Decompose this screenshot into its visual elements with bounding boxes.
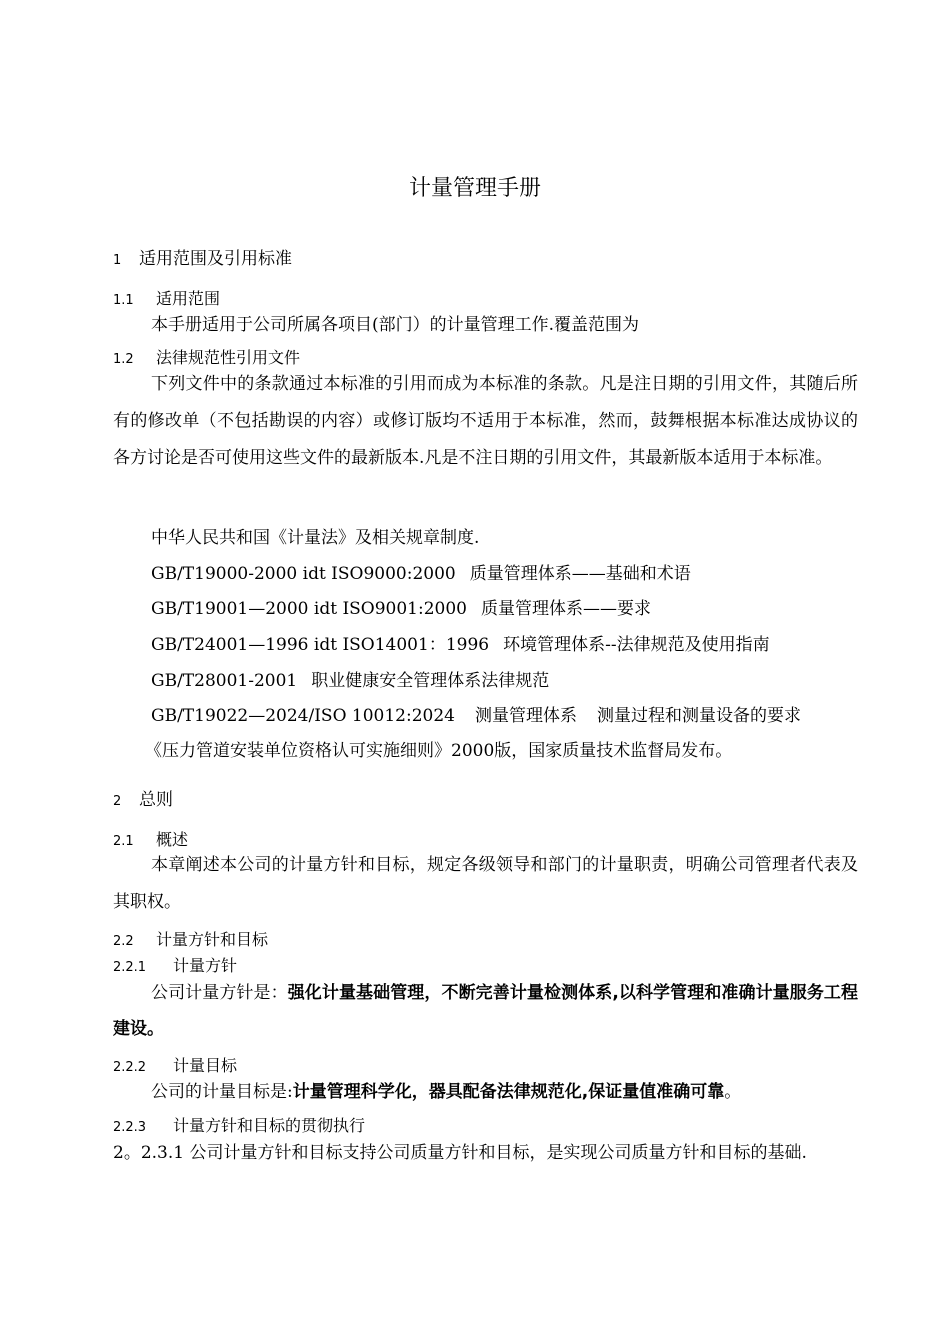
section-title: 计量方针和目标的贯彻执行 [173,1116,366,1135]
section-number: 1 [113,253,122,268]
section-1-1-heading [113,287,220,313]
objective-lead: 公司的计量目标是: [151,1082,293,1102]
page-title: 计量管理手册 [408,176,541,201]
reference-code: GB/T19001—2000 idt ISO9001:2000 [151,599,467,619]
policy-statement: 强化计量基础管理，不断完善计量检测体系,以科学管理和准确计量服务工程建设。 [113,983,859,1039]
reference-name: 质量管理体系——基础和术语 [469,564,691,584]
policy-paragraph [113,975,858,1047]
objective-statement: 计量管理科学化，器具配备法律规范化,保证量值准确可靠 [292,1082,725,1102]
reference-code: GB/T19000-2000 idt ISO9000:2000 [151,564,456,584]
section-title: 适用范围 [156,289,221,308]
section-title: 概述 [156,830,189,849]
reference-name: 职业健康安全管理体系法律规范 [311,671,550,691]
implementation-paragraph: 2。2.3.1 公司计量方针和目标支持公司质量方针和目标，是实现公司质量方针和目标的基础. [113,1143,807,1163]
objective-paragraph [151,1079,741,1105]
section-number: 2.2 [113,934,134,949]
reference-item: 中华人民共和国《计量法》及相关规章制度. [151,528,480,548]
section-title: 法律规范性引用文件 [156,348,301,367]
section-number: 1.2 [113,352,134,367]
overview-paragraph: 本章阐述本公司的计量方针和目标，规定各级领导和部门的计量职责，明确公司管理者代表及其职权。 [113,855,858,912]
scope-text: 本手册适用于公司所属各项目(部门）的计量管理工作.覆盖范围为 [151,315,640,335]
section-2-2-2-heading [113,1054,237,1080]
reference-item [151,668,549,694]
section-number: 2.2.3 [113,1120,147,1135]
section-title: 适用范围及引用标准 [139,249,292,269]
section-number: 1.1 [113,293,134,308]
section-number: 2.2.2 [113,1060,147,1075]
reference-code: GB/T28001-2001 [151,671,298,691]
reference-extra: 测量过程和测量设备的要求 [596,706,801,726]
reference-code: GB/T19022—2024/ISO 10012:2024 [151,706,455,726]
section-number: 2.2.1 [113,960,147,975]
reference-item [151,632,770,658]
reference-item [151,596,651,622]
policy-lead: 公司计量方针是： [151,983,288,1003]
section-number: 2.1 [113,834,134,849]
reference-name: 环境管理体系--法律规范及使用指南 [503,635,770,655]
section-1-heading [113,246,292,274]
section-title: 总则 [139,790,173,810]
reference-item: 《压力管道安装单位资格认可实施细则》2000版，国家质量技术监督局发布。 [145,741,733,761]
section-number: 2 [113,794,122,809]
reference-item [151,703,801,729]
objective-tail: 。 [724,1082,742,1102]
section-title: 计量方针和目标 [156,930,269,949]
section-2-heading [113,787,173,815]
reference-name: 测量管理体系 [474,706,577,726]
section-title: 计量目标 [173,1056,238,1075]
reference-item [151,561,691,587]
reference-name: 质量管理体系——要求 [481,599,651,619]
reference-code: GB/T24001—1996 idt ISO14001：1996 [151,635,490,655]
section-title: 计量方针 [173,956,238,975]
references-intro-paragraph: 下列文件中的条款通过本标准的引用而成为本标准的条款。凡是注日期的引用文件，其随后所有的修改单（不包括勘误的内容）或修订版均不适用于本标准，然而，鼓舞根据本标准达成协议的各方讨论是否可使用这些文件的最新版本.凡是不注日期的引用文件，其最新版本适用于本标准。 [113,374,858,468]
section-2-2-heading [113,928,268,954]
